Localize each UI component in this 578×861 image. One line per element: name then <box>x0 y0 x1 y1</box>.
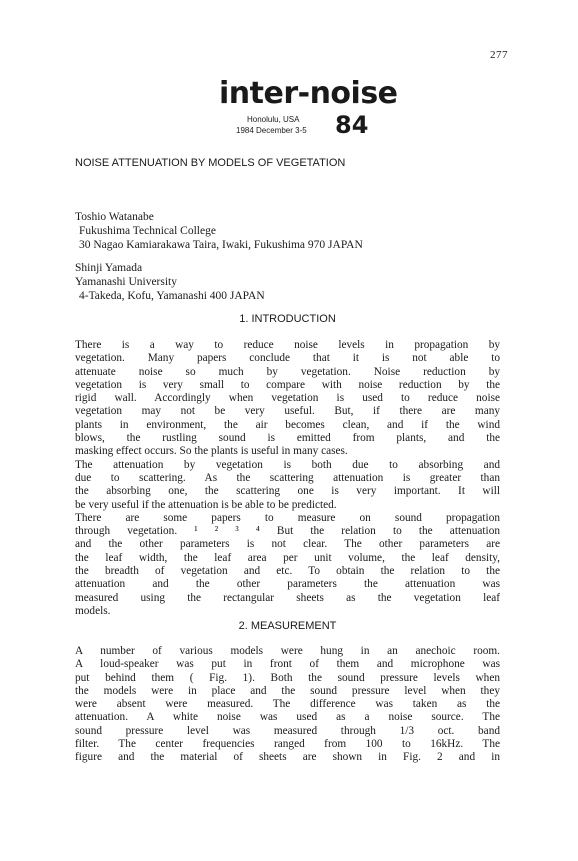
author-affiliation: Yamanashi University <box>75 276 178 288</box>
text-line: measured using the rectangular sheets as the vegetation leaf <box>75 591 500 604</box>
text-line: vegetation may not be very useful. But, if there are many <box>75 405 500 418</box>
text-line: filter. The center frequencies ranged from 100 to 16kHz. The <box>75 738 500 751</box>
text-line: The attenuation by vegetation is both due to absorbing and <box>75 458 500 471</box>
text-line: the models were in place and the sound pressure level when they <box>75 684 500 697</box>
text-line: attenuation and the other parameters the attenuation was <box>75 578 500 591</box>
paragraph <box>75 645 500 765</box>
author-address: 4-Takeda, Kofu, Yamanashi 400 JAPAN <box>79 290 265 302</box>
conference-logo: inter-noise <box>219 76 398 111</box>
text-line: vegetation is very small to compare with noise reduction by the <box>75 378 500 391</box>
text-line: There is a way to reduce noise levels in propagation by <box>75 339 500 351</box>
text-line: A number of various models were hung in an anechoic room. <box>75 645 500 657</box>
author-name: Shinji Yamada <box>75 262 143 274</box>
text-line: vegetation. Many papers conclude that it is not able to <box>75 352 500 365</box>
paragraph <box>75 339 500 618</box>
text-line: sound pressure level was measured through 1/3 oct. band <box>75 724 500 737</box>
author-address: 30 Nagao Kamiarakawa Taira, Iwaki, Fukushima 970 JAPAN <box>79 239 363 251</box>
text-line: plants in environment, the air becomes clean, and if the wind <box>75 418 500 431</box>
text-line: attenuation. A white noise was used as a noise source. The <box>75 711 500 724</box>
text-line: were absent were measured. The difference was taken as the <box>75 698 500 711</box>
text-line: be very useful if the attenuation is be able to be predicted. <box>75 498 337 511</box>
text-line: and the other parameters is not clear. The other parameters are <box>75 538 500 551</box>
text-line: A loud-speaker was put in front of them and microphone was <box>75 658 500 671</box>
text-line: rigid wall. Accordingly when vegetation is used to reduce noise <box>75 392 500 405</box>
conference-year: 84 <box>335 111 369 139</box>
text-line: masking effect occurs. So the plants is useful in many cases. <box>75 445 348 458</box>
conference-location: Honolulu, USA <box>247 115 300 124</box>
text-line: the breadth of vegetation and etc. To obtain the relation to the <box>75 565 500 578</box>
section-heading-measurement: 2. MEASUREMENT <box>238 620 337 632</box>
text-line: put behind them ( Fig. 1). Both the sound pressure levels when <box>75 671 500 684</box>
author-block-1 <box>75 210 515 252</box>
author-affiliation: Fukushima Technical College <box>79 225 216 237</box>
page-number: 277 <box>490 49 508 61</box>
text-line: the absorbing one, the scattering one is very important. It will <box>75 485 500 498</box>
conference-dates: 1984 December 3-5 <box>236 126 307 135</box>
paper-title: NOISE ATTENUATION BY MODELS OF VEGETATION <box>75 157 346 169</box>
author-name: Toshio Watanabe <box>75 211 154 223</box>
text-line: figure and the material of sheets are shown in Fig. 2 and in <box>75 751 500 764</box>
text-line: blows, the rustling sound is emitted from plants, and the <box>75 432 500 445</box>
section-heading-introduction: 1. INTRODUCTION <box>239 313 336 325</box>
text-line: There are some papers to measure on sound propagation <box>75 511 500 524</box>
text-line: the leaf width, the leaf area per unit volume, the leaf density, <box>75 551 500 564</box>
text-line: due to scattering. As the scattering attenuation is greater than <box>75 471 500 484</box>
author-block-2 <box>75 261 515 303</box>
text-line: models. <box>75 604 111 617</box>
text-line: attenuate noise so much by vegetation. Noise reduction by <box>75 365 500 378</box>
text-line: through vegetation. ¹ ² ³ ⁴ But the relation to the attenuation <box>75 525 500 538</box>
